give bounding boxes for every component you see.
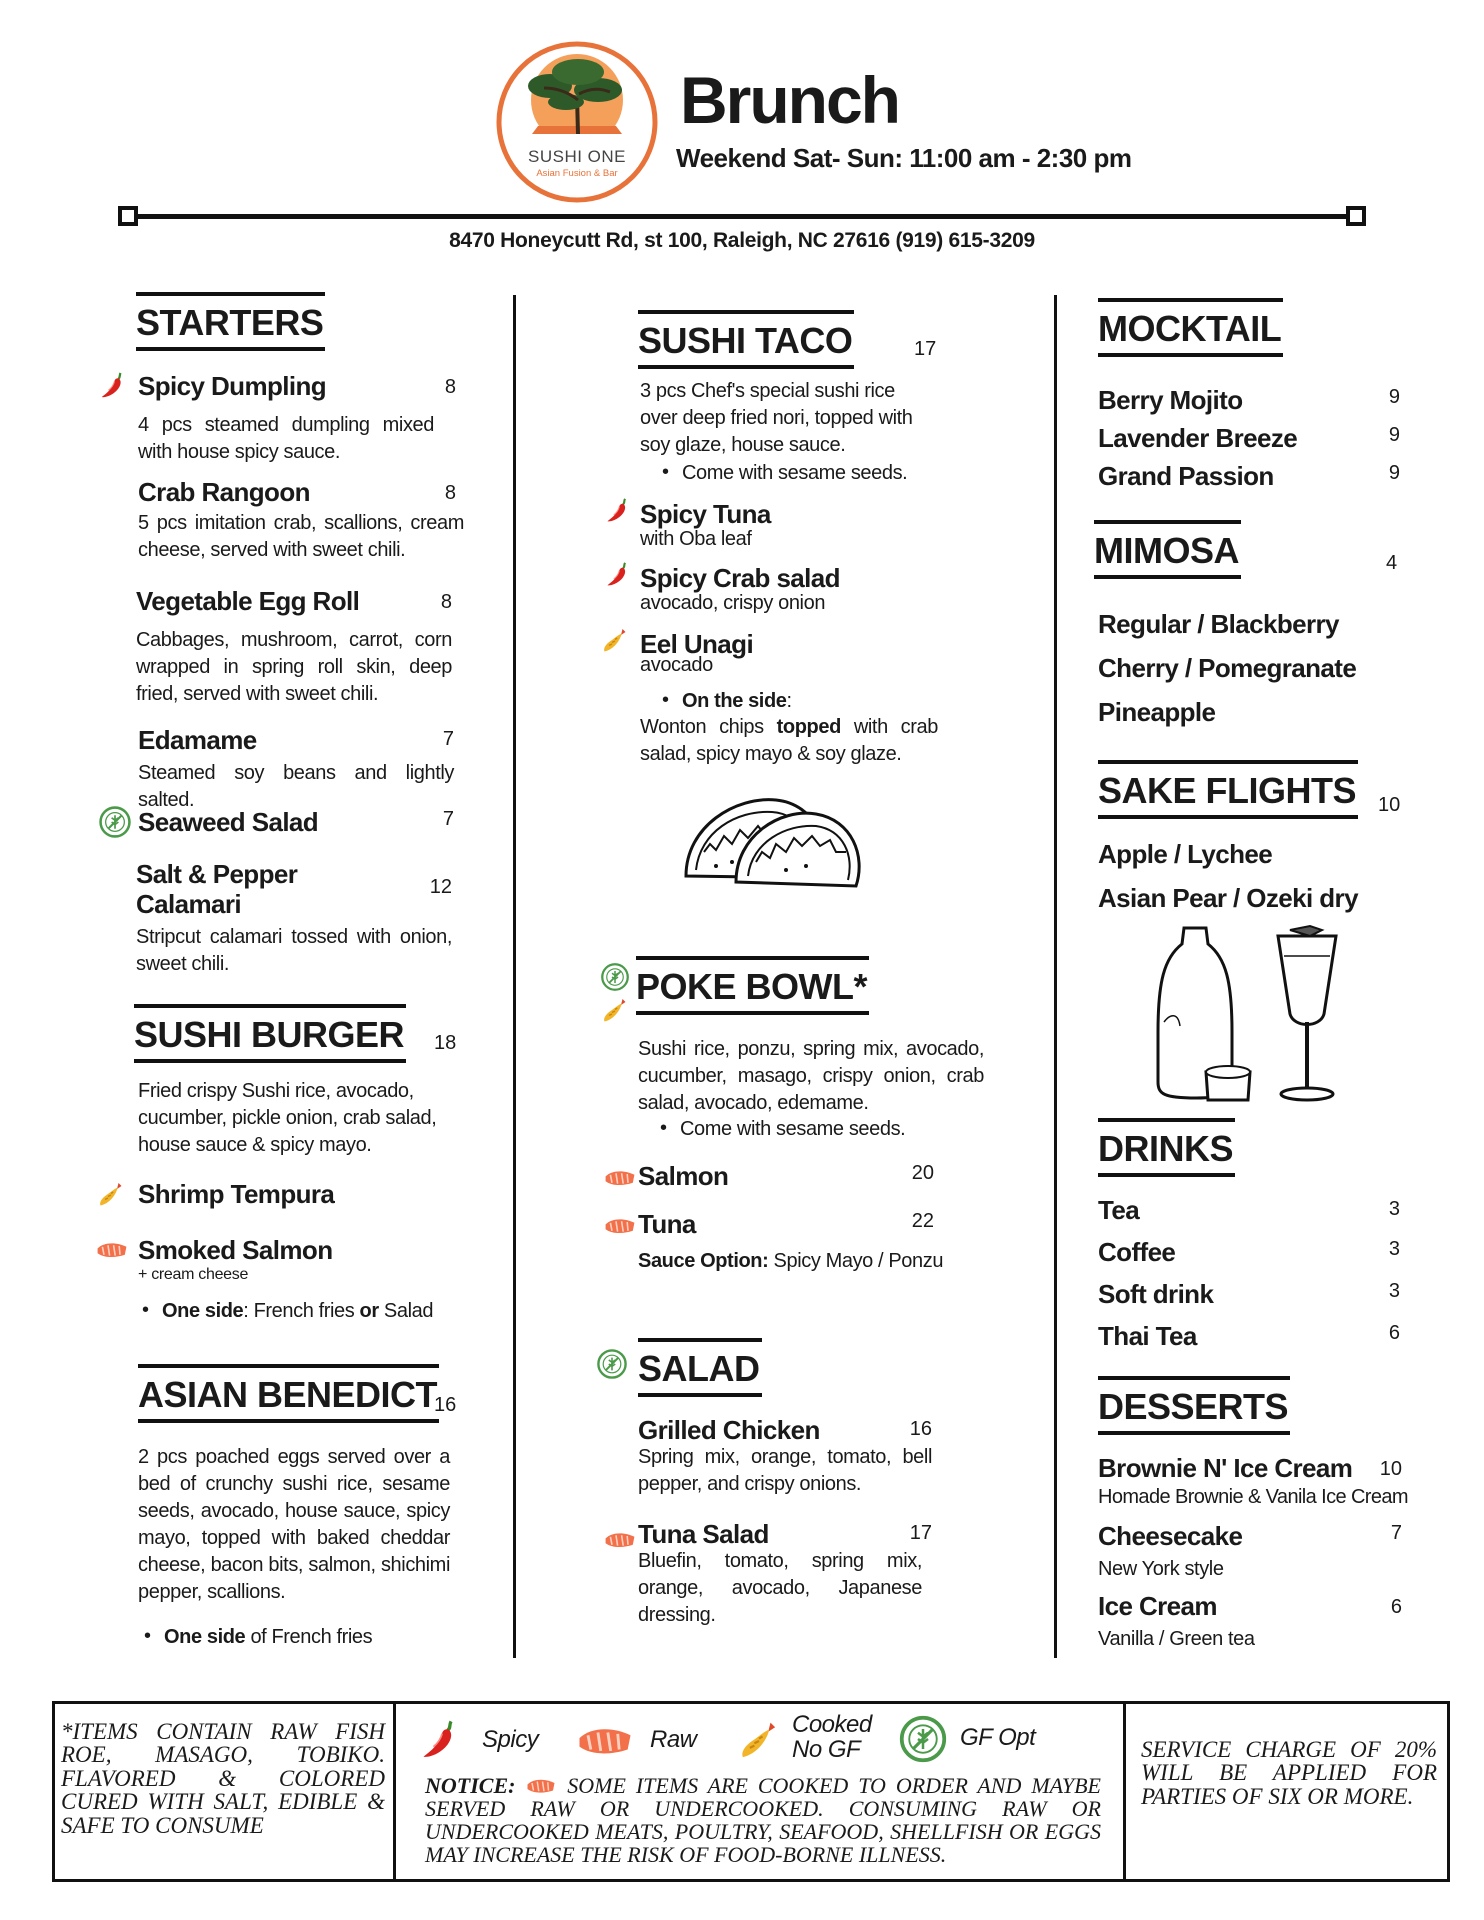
list-item bbox=[1098, 462, 1400, 500]
legend-gf-opt: GF Opt bbox=[960, 1724, 1036, 1751]
sake-flights-section bbox=[1098, 760, 1358, 819]
raw-icon bbox=[604, 1168, 636, 1188]
gluten-free-icon bbox=[596, 1348, 628, 1380]
cooked-icon bbox=[600, 996, 630, 1026]
footer-divider-right bbox=[1123, 1704, 1126, 1879]
option-price: 22 bbox=[911, 1210, 934, 1232]
list-item: Pineapple bbox=[1098, 697, 1216, 727]
menu-item-vegetable-egg-roll bbox=[136, 587, 452, 708]
spicy-icon bbox=[418, 1714, 462, 1764]
sushi-burger-option-smoked-salmon: Smoked Salmon bbox=[138, 1235, 333, 1265]
option-name: Spicy Crab salad bbox=[640, 563, 840, 593]
drink-price: 9 bbox=[1388, 462, 1400, 484]
item-price: 8 bbox=[444, 376, 456, 398]
menu-item-tuna-salad bbox=[638, 1519, 932, 1629]
sushi-burger-option-shrimp-tempura: Shrimp Tempura bbox=[138, 1179, 335, 1209]
side-option-b: Salad bbox=[378, 1300, 434, 1322]
raw-fish-note: *ITEMS CONTAIN RAW FISH ROE, MASAGO, TOBIKO. FLAVORED & COLORED CURED WITH SALT, EDIBLE & SAFE TO CONSUME bbox=[61, 1719, 385, 1838]
drink-price: 9 bbox=[1388, 424, 1400, 446]
drinks-heading: DRINKS bbox=[1098, 1118, 1235, 1177]
poke-bowl-description: Sushi rice, ponzu, spring mix, avocado, cucumber, masago, crispy onion, crab salad, avocado, edemame. bbox=[638, 1038, 984, 1114]
legend-spicy: Spicy bbox=[482, 1726, 539, 1753]
mimosa-list bbox=[1098, 610, 1356, 742]
raw-icon bbox=[525, 1777, 557, 1795]
sushi-taco-description: 3 pcs Chef's special sushi rice over deep fried nori, topped with soy glaze, house sauce. bbox=[640, 380, 913, 456]
gluten-free-icon bbox=[98, 805, 132, 839]
sauce-values: Spicy Mayo / Ponzu bbox=[768, 1250, 944, 1272]
item-name: Spicy Dumpling bbox=[138, 371, 327, 401]
item-price: 7 bbox=[1390, 1522, 1402, 1544]
drink-name: Berry Mojito bbox=[1098, 385, 1243, 415]
side-desc-a: Wonton chips bbox=[640, 716, 777, 738]
sake-flights-list bbox=[1098, 840, 1358, 928]
asian-benedict-price: 16 bbox=[434, 1394, 457, 1416]
brunch-hours: Weekend Sat- Sun: 11:00 am - 2:30 pm bbox=[676, 143, 1132, 173]
item-name: Ice Cream bbox=[1098, 1591, 1217, 1621]
logo-name: SUSHI ONE bbox=[516, 147, 638, 167]
item-name: Brownie N' Ice Cream bbox=[1098, 1453, 1353, 1483]
mimosa-section bbox=[1094, 520, 1241, 579]
item-price: 8 bbox=[440, 591, 452, 613]
item-price: 7 bbox=[442, 728, 454, 750]
item-name: Edamame bbox=[138, 725, 257, 755]
option-name: Spicy Tuna bbox=[640, 499, 771, 529]
sushi-taco-price: 17 bbox=[914, 338, 937, 360]
drink-name: Tea bbox=[1098, 1195, 1140, 1225]
menu-item-cheesecake bbox=[1098, 1522, 1402, 1581]
logo-tagline: Asian Fusion & Bar bbox=[536, 168, 618, 179]
spicy-icon bbox=[604, 496, 632, 524]
sushi-taco-heading: SUSHI TACO bbox=[638, 310, 854, 369]
item-price: 12 bbox=[429, 876, 452, 898]
icon-legend bbox=[396, 1704, 1123, 1768]
poke-bowl-heading: POKE BOWL* bbox=[636, 956, 869, 1015]
raw-icon bbox=[604, 1530, 636, 1550]
list-item: Asian Pear / Ozeki dry bbox=[1098, 883, 1358, 913]
menu-item-brownie bbox=[1098, 1453, 1408, 1509]
drinks-section bbox=[1098, 1118, 1235, 1177]
sake-flights-price: 10 bbox=[1378, 794, 1401, 816]
menu-item-grilled-chicken bbox=[638, 1416, 932, 1498]
legend-cooked bbox=[792, 1712, 872, 1762]
starters-heading: STARTERS bbox=[136, 292, 325, 351]
option-name: Eel Unagi bbox=[640, 629, 754, 659]
restaurant-logo bbox=[492, 30, 662, 214]
page-title: Brunch bbox=[680, 63, 899, 137]
sushi-burger-side-note bbox=[138, 1300, 433, 1323]
notice-text: SOME ITEMS ARE COOKED TO ORDER AND MAYBE SERVED RAW OR UNDERCOOKED. CONSUMING RAW OR UNDERCOOKED MEATS, POULTRY, SEAFOOD, SHELLFISH OR EGGS MAY INCREASE THE RISK OF FOOD-BORNE ILLNESS. bbox=[425, 1773, 1102, 1868]
asian-benedict-section bbox=[138, 1364, 439, 1423]
item-price: 6 bbox=[1390, 1596, 1402, 1618]
gluten-free-icon bbox=[600, 962, 630, 992]
item-price: 10 bbox=[1379, 1458, 1402, 1480]
divider-cap-right bbox=[1346, 206, 1366, 226]
sushi-burger-option-note: + cream cheese bbox=[138, 1266, 249, 1283]
sushi-burger-section bbox=[134, 1004, 406, 1063]
poke-bowl-section bbox=[636, 956, 869, 1015]
mimosa-price: 4 bbox=[1386, 552, 1398, 574]
taco-option-spicy-crab bbox=[640, 564, 840, 615]
raw-icon bbox=[96, 1240, 128, 1260]
service-charge-note: SERVICE CHARGE OF 20% WILL BE APPLIED FOR PARTIES OF SIX OR MORE. bbox=[1141, 1737, 1437, 1809]
list-item bbox=[1098, 386, 1400, 424]
option-price: 20 bbox=[911, 1162, 934, 1184]
item-description: 5 pcs imitation crab, scallions, cream cheese, served with sweet chili. bbox=[138, 511, 464, 561]
menu-item-spicy-dumpling bbox=[138, 372, 456, 466]
item-name: Salt & Pepper Calamari bbox=[136, 859, 298, 919]
item-name: Cheesecake bbox=[1098, 1521, 1243, 1551]
list-item bbox=[1098, 1196, 1400, 1238]
footer-notice-box bbox=[52, 1701, 1450, 1882]
starters-section bbox=[136, 292, 325, 351]
drink-name: Soft drink bbox=[1098, 1279, 1214, 1309]
side-label-text: On the side bbox=[682, 690, 787, 712]
raw-icon bbox=[574, 1724, 636, 1758]
spicy-icon bbox=[98, 370, 128, 400]
drink-name: Thai Tea bbox=[1098, 1321, 1197, 1351]
list-item bbox=[1098, 1280, 1400, 1322]
raw-icon bbox=[604, 1216, 636, 1236]
poke-bowl-bullet: • Come with sesame seeds. bbox=[656, 1118, 905, 1141]
list-item bbox=[1098, 1322, 1400, 1364]
item-description: 4 pcs steamed dumpling mixed with house spicy sauce. bbox=[138, 413, 434, 463]
legend-cooked-line1: Cooked bbox=[792, 1711, 872, 1738]
list-item bbox=[1098, 1238, 1400, 1280]
menu-item-ice-cream bbox=[1098, 1592, 1402, 1651]
menu-item-calamari bbox=[136, 860, 452, 978]
cooked-icon bbox=[736, 1718, 782, 1764]
salad-section bbox=[638, 1338, 762, 1397]
mocktail-heading: MOCKTAIL bbox=[1098, 298, 1283, 357]
list-item: Regular / Blackberry bbox=[1098, 609, 1339, 639]
item-description: Stripcut calamari tossed with onion, sweet chili. bbox=[136, 925, 452, 975]
spicy-icon bbox=[604, 560, 632, 588]
side-option: of French fries bbox=[245, 1626, 373, 1648]
drinks-list bbox=[1098, 1196, 1400, 1364]
restaurant-address: 8470 Honeycutt Rd, st 100, Raleigh, NC 27616 (919) 615-3209 bbox=[449, 229, 1035, 252]
taco-illustration bbox=[676, 786, 870, 896]
side-desc-b: with crab salad, spicy mayo & soy glaze. bbox=[640, 716, 938, 765]
item-description: Spring mix, orange, tomato, bell pepper, and crispy onions. bbox=[638, 1445, 932, 1495]
option-sub: avocado, crispy onion bbox=[640, 591, 826, 614]
item-name: Vegetable Egg Roll bbox=[136, 586, 360, 616]
option-name: Salmon bbox=[638, 1161, 729, 1191]
asian-benedict-side-note bbox=[140, 1626, 372, 1649]
item-description: Steamed soy beans and lightly salted. bbox=[138, 761, 454, 811]
legend-cooked-line2: No GF bbox=[792, 1736, 861, 1764]
column-divider-left bbox=[513, 295, 516, 1658]
mimosa-heading: MIMOSA bbox=[1094, 520, 1241, 579]
cooked-icon bbox=[600, 626, 630, 656]
item-price: 16 bbox=[909, 1418, 932, 1440]
item-name: Grilled Chicken bbox=[638, 1415, 820, 1445]
side-label: One side bbox=[164, 1626, 246, 1648]
item-description: Cabbages, mushroom, carrot, corn wrapped in spring roll skin, deep fried, served with sweet chili. bbox=[136, 628, 452, 705]
drink-name: Grand Passion bbox=[1098, 461, 1274, 491]
drink-price: 3 bbox=[1388, 1198, 1400, 1220]
drink-price: 3 bbox=[1388, 1280, 1400, 1302]
taco-side-description bbox=[640, 714, 938, 768]
drink-name: Coffee bbox=[1098, 1237, 1176, 1267]
item-description: New York style bbox=[1098, 1557, 1224, 1580]
sushi-taco-bullet: • Come with sesame seeds. bbox=[658, 462, 907, 485]
asian-benedict-description: 2 pcs poached eggs served over a bed of crunchy sushi rice, sesame seeds, avocado, house sauce, spicy mayo, topped with baked cheddar cheese, bacon bits, salmon, shichimi pepper, scallions. bbox=[138, 1446, 450, 1603]
list-item: Cherry / Pomegranate bbox=[1098, 653, 1357, 683]
drink-price: 3 bbox=[1388, 1238, 1400, 1260]
drink-price: 6 bbox=[1388, 1322, 1400, 1344]
sushi-burger-price: 18 bbox=[434, 1032, 457, 1054]
item-name: Crab Rangoon bbox=[138, 477, 310, 507]
mocktail-list bbox=[1098, 386, 1400, 500]
option-name: Tuna bbox=[638, 1209, 696, 1239]
sauce-label: Sauce Option: bbox=[638, 1250, 769, 1272]
item-description: Bluefin, tomato, spring mix, orange, avocado, Japanese dressing. bbox=[638, 1549, 922, 1626]
sake-flights-heading: SAKE FLIGHTS bbox=[1098, 760, 1358, 819]
mocktail-section bbox=[1098, 298, 1283, 357]
sushi-burger-heading: SUSHI BURGER bbox=[134, 1004, 406, 1063]
desserts-heading: DESSERTS bbox=[1098, 1376, 1290, 1435]
sushi-burger-description: Fried crispy Sushi rice, avocado, cucumber, pickle onion, crab salad, house sauce & spicy mayo. bbox=[138, 1080, 437, 1156]
item-description: Homade Brownie & Vanila Ice Cream bbox=[1098, 1485, 1408, 1508]
item-name: Tuna Salad bbox=[638, 1519, 769, 1549]
desserts-section bbox=[1098, 1376, 1290, 1435]
taco-option-eel-unagi bbox=[640, 630, 753, 677]
side-label: One side bbox=[162, 1300, 244, 1322]
taco-side-label: • On the side: bbox=[658, 690, 792, 713]
cooked-icon bbox=[96, 1180, 126, 1210]
poke-option-salmon bbox=[638, 1162, 934, 1192]
header-divider bbox=[126, 214, 1358, 219]
menu-item-crab-rangoon bbox=[138, 478, 464, 564]
salad-heading: SALAD bbox=[638, 1338, 762, 1397]
option-sub: avocado bbox=[640, 653, 713, 676]
side-option-a: : French fries bbox=[243, 1300, 360, 1322]
item-description: Vanilla / Green tea bbox=[1098, 1627, 1255, 1650]
list-item bbox=[1098, 424, 1400, 462]
column-divider-right bbox=[1054, 295, 1057, 1658]
poke-option-tuna bbox=[638, 1210, 934, 1240]
item-price: 17 bbox=[909, 1522, 932, 1544]
menu-item-seaweed-salad bbox=[138, 808, 454, 838]
side-or: or bbox=[359, 1300, 379, 1322]
taco-option-spicy-tuna bbox=[640, 500, 771, 551]
divider-cap-left bbox=[118, 206, 138, 226]
sake-illustration bbox=[1150, 922, 1360, 1108]
notice-label: NOTICE: bbox=[425, 1773, 516, 1798]
drink-price: 9 bbox=[1388, 386, 1400, 408]
sushi-taco-section bbox=[638, 310, 854, 369]
option-sub: with Oba leaf bbox=[640, 527, 752, 550]
drink-name: Lavender Breeze bbox=[1098, 423, 1298, 453]
menu-item-edamame bbox=[138, 726, 454, 814]
legend-raw: Raw bbox=[650, 1726, 697, 1753]
item-price: 8 bbox=[444, 482, 456, 504]
asian-benedict-heading: ASIAN BENEDICT bbox=[138, 1364, 439, 1423]
list-item: Apple / Lychee bbox=[1098, 839, 1273, 869]
item-price: 7 bbox=[442, 808, 454, 830]
item-name: Seaweed Salad bbox=[138, 807, 319, 837]
side-desc-bold: topped bbox=[776, 716, 841, 738]
gluten-free-icon bbox=[898, 1714, 948, 1764]
poke-sauce-option bbox=[638, 1250, 943, 1273]
raw-food-notice bbox=[425, 1774, 1101, 1866]
